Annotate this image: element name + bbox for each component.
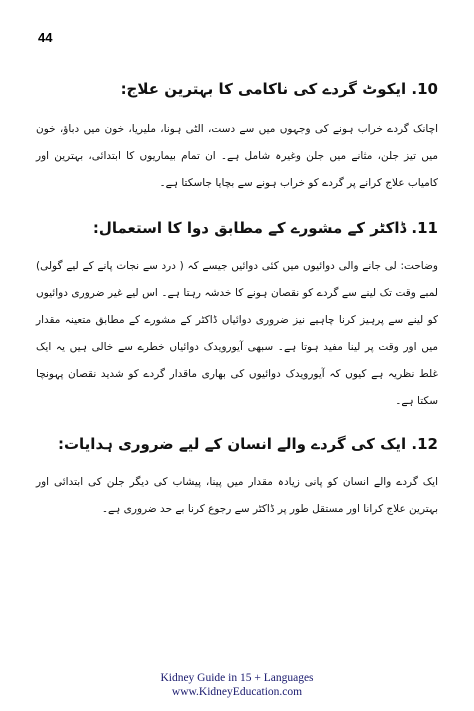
footer-website-link[interactable]: www.KidneyEducation.com	[171, 686, 303, 698]
section-10-heading: 10. ایکوٹ گردے کی ناکامی کا بہترین علاج:	[120, 80, 438, 98]
section-10-body: اچانک گردے خراب ہونے کی وجہوں میں سے دست، الٹی ہونا، ملیریا، خون میں دباؤ، خون میں تیز جلن، مثانے میں جلن وغیرہ شامل ہے۔ ان تمام بیماریوں کا ابتدائی، بہترین اور کامیاب علاج کرانے پر گردے کو خراب ہونے سے بچایا جاسکتا ہے۔	[36, 123, 438, 189]
section-11-body: وضاحت: لی جانے والی دوائیوں میں کئی دوائیں جیسے کہ ( درد سے نجات پانے کے لیے گولی) لمبے وقت تک لینے سے گردے کو نقصان ہونے کا خدشہ رہتا ہے۔ اس لیے غیر ضروری دوائیوں کو لینے سے پرہیز کرنا چاہیے نیز ضروری دوائیاں ڈاکٹر کے مشورے کے مطابق متعینہ مقدار میں اور وقت پر لینا مفید ہوتا ہے۔ سبھی آیورویدک دوائیاں خطرے سے خالی ہیں یہ ایک غلط نظریہ ہے کیوں کہ آیورویدک دوائیوں کی بھاری ماقدار گردے کو شدید نقصان پہونچا سکتا ہے۔	[36, 260, 438, 407]
page-number: 44	[38, 30, 53, 45]
section-11-heading: 11. ڈاکٹر کے مشورے کے مطابق دوا کا استعمال:	[92, 219, 438, 237]
section-12-body: ایک گردے والے انسان کو پانی زیادہ مقدار میں پینا، پیشاب کی دیگر جلن کی ابتدائی اور بہترین علاج کرانا اور مستقل طور پر ڈاکٹر سے رجوع کرنا بے حد ضروری ہے۔	[36, 476, 438, 515]
page-content	[36, 60, 438, 523]
page-footer	[0, 671, 474, 699]
footer-title: Kidney Guide in 15 + Languages	[160, 672, 314, 684]
section-12-heading: 12. ایک کی گردے والے انسان کے لیے ضروری ہدایات:	[57, 435, 438, 453]
